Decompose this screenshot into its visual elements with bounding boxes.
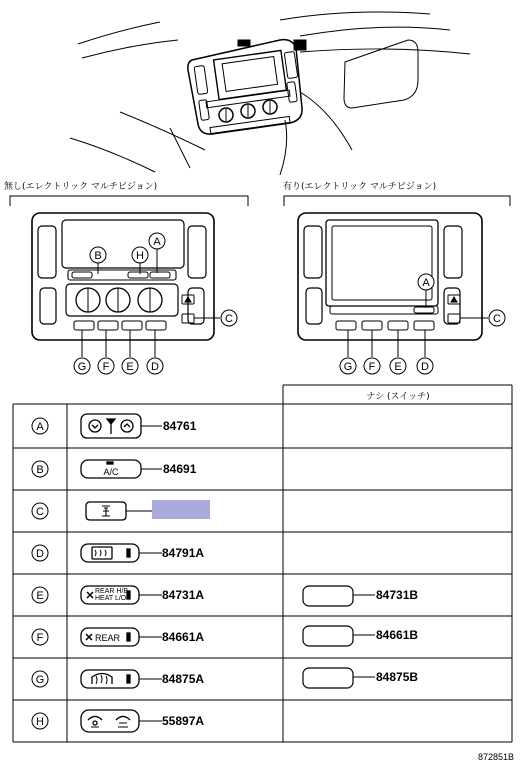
svg-text:F: F (36, 632, 44, 644)
left-control-panel (32, 213, 214, 340)
table-row-g-label (32, 671, 48, 687)
table-right-column-header: ナシ (スイッチ) (366, 392, 430, 402)
left-callout-c (221, 310, 237, 326)
svg-text:F: F (368, 361, 376, 373)
right-callout-g (340, 358, 356, 374)
defroster-switch-icon (81, 670, 139, 688)
left-variant-heading: 無し(エレクトリック マルチビジョン) (4, 182, 158, 192)
svg-text:C: C (36, 506, 44, 518)
svg-text:B: B (36, 464, 44, 476)
right-variant-heading: 有り(エレクトリック マルチビジョン) (283, 182, 437, 192)
right-callout-f (364, 358, 380, 374)
alt-part-number-f: 84661B (376, 628, 419, 642)
rear-heater-switch-label: REAR H/B HEAT L/O (95, 588, 129, 602)
blank-switch-e (303, 586, 375, 606)
svg-text:E: E (126, 361, 134, 373)
left-callout-e (122, 358, 138, 374)
right-callout-e (390, 358, 406, 374)
part-number-g: 84875A (162, 672, 205, 686)
left-callout-h (132, 247, 148, 263)
right-callout-c (489, 310, 505, 326)
climate-dial-switch-icon (81, 414, 141, 438)
left-callout-b (90, 247, 106, 263)
svg-text:D: D (421, 361, 429, 373)
table-row-e-label (32, 587, 48, 603)
part-number-f: 84661A (162, 630, 205, 644)
part-number-b: 84691 (163, 462, 197, 476)
left-callout-g (74, 358, 90, 374)
dashboard-overview-drawing (70, 12, 470, 175)
svg-text:C: C (225, 313, 233, 325)
svg-text:A: A (36, 421, 44, 433)
svg-text:G: G (343, 361, 353, 373)
right-callout-a (418, 274, 434, 290)
rear-defogger-switch-icon (81, 544, 139, 562)
table-row-a-label (32, 418, 48, 434)
svg-text:D: D (36, 548, 44, 560)
blank-switch-g (303, 668, 375, 688)
svg-text:H: H (136, 250, 144, 262)
svg-text:F: F (102, 361, 110, 373)
part-number-c-redaction (152, 500, 210, 519)
table-row-c-label (32, 503, 48, 519)
left-callout-f (98, 358, 114, 374)
left-callout-a (149, 233, 165, 249)
right-control-panel (298, 213, 482, 340)
table-row-b-label (32, 461, 48, 477)
svg-text:A: A (422, 277, 430, 289)
hazard-switch-icon (86, 502, 126, 520)
table-row-h-label (32, 713, 48, 729)
figure-code: 872851B (477, 752, 514, 762)
part-number-h: 55897A (162, 714, 205, 728)
part-number-e: 84731A (162, 588, 205, 602)
vent-switch-icon (81, 710, 139, 732)
left-callout-d (147, 358, 163, 374)
svg-text:E: E (36, 590, 44, 602)
svg-text:G: G (35, 674, 45, 686)
section-brackets (10, 196, 510, 206)
alt-part-number-e: 84731B (376, 588, 419, 602)
svg-text:C: C (493, 313, 501, 325)
alt-part-number-g: 84875B (376, 670, 419, 684)
blank-switch-f (303, 626, 375, 646)
table-row-d-label (32, 545, 48, 561)
svg-text:H: H (36, 716, 44, 728)
part-number-a: 84761 (163, 419, 197, 433)
part-number-d: 84791A (162, 546, 205, 560)
ac-switch-label: A/C (103, 467, 119, 477)
svg-text:G: G (77, 361, 87, 373)
svg-text:D: D (151, 361, 159, 373)
rear-fan-switch-label: REAR (95, 633, 121, 643)
svg-text:B: B (94, 250, 102, 262)
svg-text:E: E (394, 361, 402, 373)
table-row-f-label (32, 629, 48, 645)
right-callout-d (417, 358, 433, 374)
svg-text:A: A (153, 236, 161, 248)
